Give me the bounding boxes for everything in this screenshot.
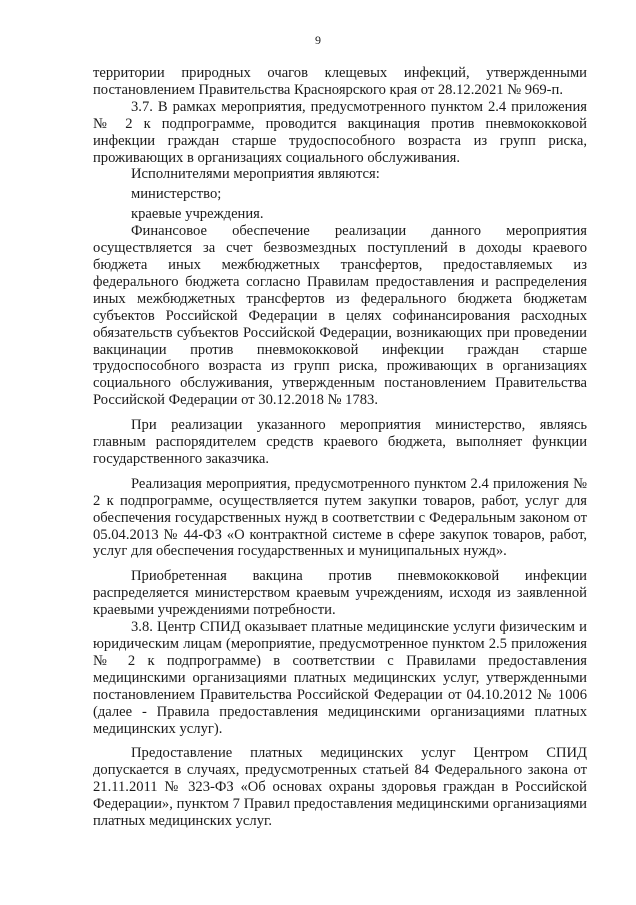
paragraph-6: Финансовое обеспечение реализации данного мероприятия осуществляется за счет безвозмездных поступлений в доходы краевого бюджета иных межбюджетных трансфертов, предоставляемых из федерального бюджета согласно Правилам предоставления и распределения иных межбюджетных трансфертов из федерального бюджета бюджетам субъектов Российской Федерации в целях софинансирования расходных обязательств субъектов Российской Федерации, возникающих при проведении вакцинации против пневмококковой инфекции граждан старше трудоспособного возраста из групп риска, проживающих в организациях социального обслуживания, утвержденным постановлением Правительства Российской Федерации от 30.12.2018 № 1783.	[93, 223, 587, 409]
paragraph-9: Приобретенная вакцина против пневмококковой инфекции распределяется министерством краевым учреждениям, исходя из заявленной краевыми учреждениями потребности.	[93, 568, 587, 619]
paragraph-8: Реализация мероприятия, предусмотренного пунктом 2.4 приложения № 2 к подпрограмме, осуществляется путем закупки товаров, работ, услуг для обеспечения государственных нужд в соответствии с Федеральным законом от 05.04.2013 № 44-ФЗ «О контрактной системе в сфере закупок товаров, работ, услуг для обеспечения государственных и муниципальных нужд».	[93, 475, 587, 560]
paragraph-4: министерство;	[131, 186, 222, 203]
paragraph-10: 3.8. Центр СПИД оказывает платные медицинские услуги физическим и юридическим лицам (мероприятие, предусмотренное пунктом 2.5 приложения № 2 к подпрограмме) в соответствии с Правилами предоставления медицинскими организациями платных медицинских услуг, утвержденными постановлением Правительства Российской Федерации от 04.10.2012 № 1006 (далее - Правила предоставления медицинскими организациями платных медицинских услуг).	[93, 619, 587, 737]
paragraph-7: При реализации указанного мероприятия министерство, являясь главным распорядителем средств краевого бюджета, выполняет функции государственного заказчика.	[93, 417, 587, 467]
paragraph-11: Предоставление платных медицинских услуг Центром СПИД допускается в случаях, предусмотренных статьей 84 Федерального закона от 21.11.2011 № 323-ФЗ «Об основах охраны здоровья граждан в Российской Федерации», пунктом 7 Правил предоставления медицинскими организациями платных медицинских услуг.	[93, 745, 587, 830]
page-number: 9	[315, 33, 321, 47]
paragraph-2: 3.7. В рамках мероприятия, предусмотренного пунктом 2.4 приложения № 2 к подпрограмме, проводится вакцинация против пневмококковой инфекции граждан старше трудоспособного возраста из групп риска, проживающих в организациях социального обслуживания.	[93, 98, 587, 166]
paragraph-3: Исполнителями мероприятия являются:	[131, 166, 380, 183]
paragraph-5: краевые учреждения.	[131, 206, 264, 223]
paragraph-1: территории природных очагов клещевых инфекций, утвержденными постановлением Правительства Красноярского края от 28.12.2021 № 969-п.	[93, 65, 587, 98]
document-body	[93, 65, 587, 830]
